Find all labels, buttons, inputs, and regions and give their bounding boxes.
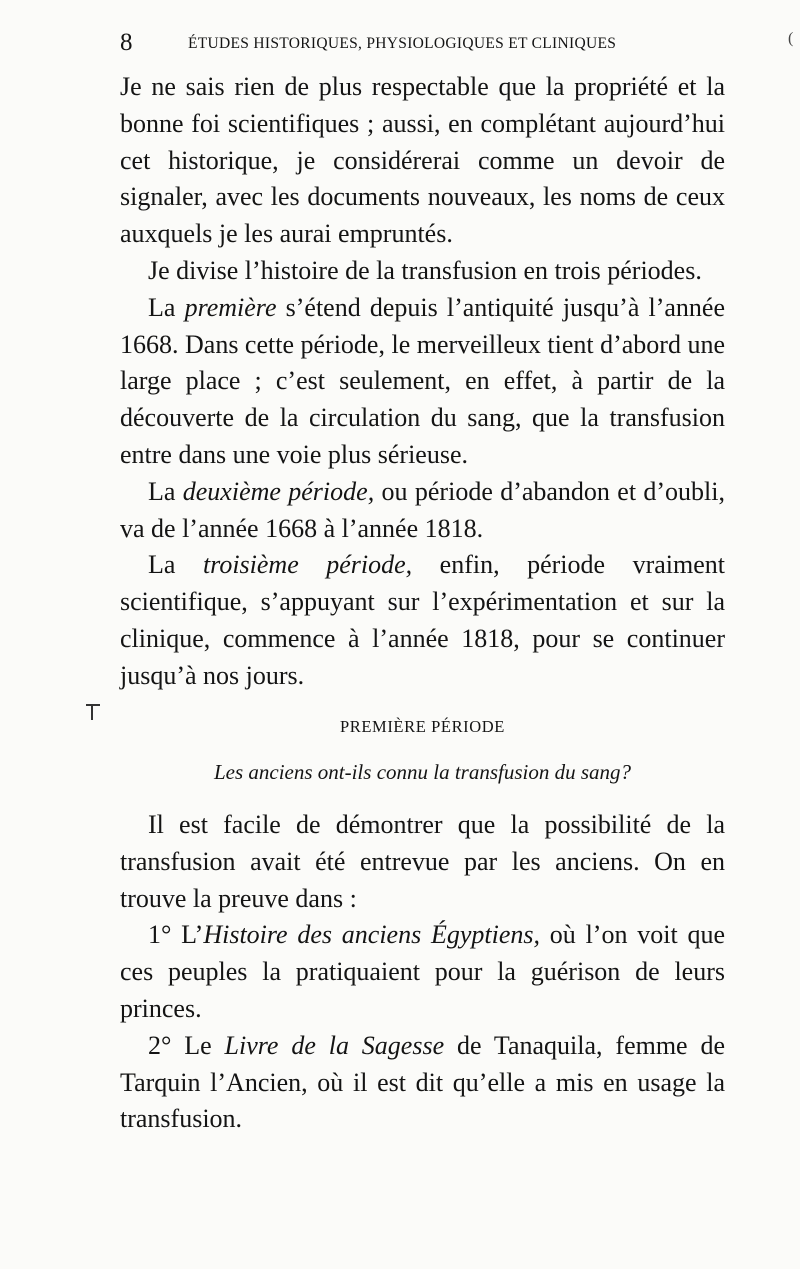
paragraph-text: Je divise l’histoire de la transfusion en trois périodes. [148,255,702,285]
paragraph-text: où l’on voit que ces peuples la pratiquaient pour la guérison de leurs princes. [120,920,725,1023]
paragraph [120,69,725,253]
paragraph-text: de Tanaquila, femme de Tarquin l’Ancien, où il est dit qu’elle a mis en usage la transfusion. [120,1030,725,1134]
running-header [120,28,794,58]
page-number: 8 [120,29,133,56]
italic-term: deuxième période, [182,476,375,506]
paragraph-text: La [148,476,183,506]
paragraph [120,474,725,548]
stray-ink-mark: ( [788,30,794,47]
section-heading: PREMIÈRE PÉRIODE [340,717,505,736]
paragraph-text: s’étend depuis l’antiquité jusqu’à l’année 1668. Dans cette période, le merveilleux tient d’abord une large place ; c’est seulement, en effet, à partir de la découverte de la circulation du sang, que la transfusion entre dans une voie plus sérieuse. [120,292,726,469]
paragraph-text: 2° Le [148,1030,225,1060]
section-text-block [120,807,725,1138]
paragraph [120,253,725,290]
paragraph [120,547,725,694]
paragraph-text: La [148,292,185,322]
intro-text-block [120,69,725,695]
paragraph-text: Il est facile de démontrer que la possibilité de la transfusion avait été entrevue par les anciens. On en trouve la preuve dans : [120,810,725,913]
section-subtitle: Les anciens ont-ils connu la transfusion du sang? [213,760,632,784]
paragraph-text: enfin, période vraiment scientifique, s’appuyant sur l’expérimentation et sur la clinique, commence à l’année 1818, pour se continuer jusqu’à nos jours. [120,550,725,690]
margin-pencil-mark [86,700,102,722]
italic-term: Livre de la Sagesse [224,1030,445,1060]
italic-term: première [184,292,277,322]
paragraph-text: ou période d’abandon et d’oubli, va de l’année 1668 à l’année 1818. [120,476,725,543]
paragraph-text: 1° L’ [148,920,204,950]
paragraph [120,1028,725,1138]
paragraph-text: La [148,550,203,580]
paragraph [120,807,725,917]
italic-term: Histoire des anciens Égyptiens, [203,920,541,950]
running-title: ÉTUDES HISTORIQUES, PHYSIOLOGIQUES ET CLINIQUES [188,35,617,52]
paragraph [120,290,725,474]
paragraph-text: Je ne sais rien de plus respectable que la propriété et la bonne foi scientifiques ; aussi, en complétant aujourd’hui cet historique, je considérerai comme un devoir de signaler, avec les documents nouveaux, les noms de ceux auxquels je les aurai empruntés. [120,72,725,249]
italic-term: troisième période, [202,550,413,580]
paragraph [120,917,725,1027]
